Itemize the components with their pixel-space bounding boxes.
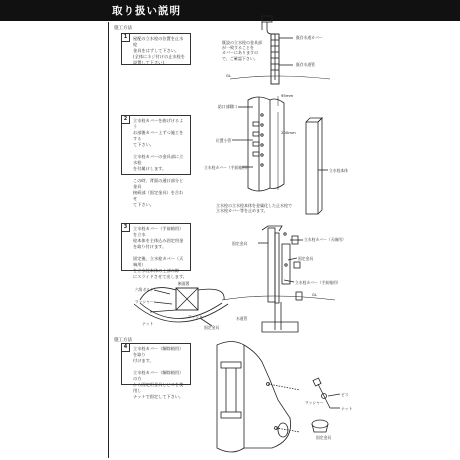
step-1-number: 1	[121, 33, 130, 42]
step-1-text: 屋配の立水栓の位置を止水栓 金具をはずして下さい。 (全体にネジ付けの止水栓を 設置して下さい)	[133, 36, 185, 65]
step-1-note: 既設の立水栓の金具部 が一致することを カバーにありますの で、ご確認下さい。	[222, 40, 262, 61]
label-s4-washer: ワッシャー	[305, 400, 324, 405]
label-s3-fix2: 固定金具	[298, 256, 314, 261]
label-s4-bis: ビス	[341, 392, 349, 397]
label-s3-top-view: 断面図	[178, 281, 190, 286]
label-s1-cover: 既存水道カバー	[296, 35, 323, 40]
label-s2-dim2: 200mm	[281, 130, 296, 135]
label-s2-cover-front: 立水栓カバー（手前箱用）	[204, 165, 250, 170]
label-s2-mouth: 給口部側口	[218, 104, 237, 109]
label-s3-fix-small: 固定金具	[204, 325, 220, 330]
label-s1-pipe: 既存水道管	[296, 62, 315, 67]
step-2-number: 2	[121, 115, 130, 124]
step-2-note: 立水栓の立水栓本体を金属化した止水栓で 立水栓カバー等を止めます。	[216, 203, 292, 214]
section-label-bottom: 施工方法	[114, 338, 132, 343]
label-s2-body: 立水栓本体	[329, 168, 348, 173]
page-title: 取り扱い説明	[112, 5, 181, 17]
label-s3-pipe: 水道管	[236, 316, 248, 321]
label-s3-washer-c: ワッシャー	[188, 314, 207, 319]
label-s3-fix1: 固定金具	[232, 241, 248, 246]
label-s2-dim1: 95mm	[281, 93, 294, 98]
label-s3-washer-a: 六角ボルト	[135, 287, 154, 292]
label-s3-cover-top: 立水栓カバー（天端用）	[304, 237, 346, 242]
step-4-number: 4	[121, 343, 130, 352]
label-s1-gl: GL	[226, 73, 232, 78]
label-s3-nut: ナット	[142, 321, 154, 326]
step-3-text: 立水栓カバー（手前箱用）を立水 栓本体を主体込み固定用金 を取り付けます。 固定後、立水栓カバー（天端用） を立水栓本体の上部の隙 にスライドさせて出します。	[133, 226, 187, 279]
label-s4-fix: 固定金具	[316, 435, 332, 440]
label-s3-cover-front: 立水栓カバー（手前箱用）	[295, 280, 341, 285]
step-4-text: 立水栓カバー（解除箱用）を取り 付けます。 立水栓カバー（解除箱用）の方 から固定用金具とビスを使用し ナットで固定して下さい。	[133, 346, 184, 399]
label-s3-washer-b: ワッシャー	[135, 299, 154, 304]
label-s3-gl: GL	[312, 292, 318, 297]
step-2-text: 立水栓カバーを曲げけるよう お部後カバー上ずつ施工をする て下さい。 立水栓カバーの金具部に立水栓 を付属けします。 この時、背面の通口部分と金具 接続部（固定金具）を合わせ て下さい。	[133, 118, 184, 207]
label-s2-hole: 位置小管	[216, 138, 232, 143]
step-2-illustration	[232, 96, 328, 214]
label-s4-nut: ナット	[341, 406, 353, 411]
step-3-number: 3	[121, 223, 130, 232]
section-label-top: 施工方法	[114, 26, 132, 31]
step-1-illustration	[230, 16, 330, 84]
